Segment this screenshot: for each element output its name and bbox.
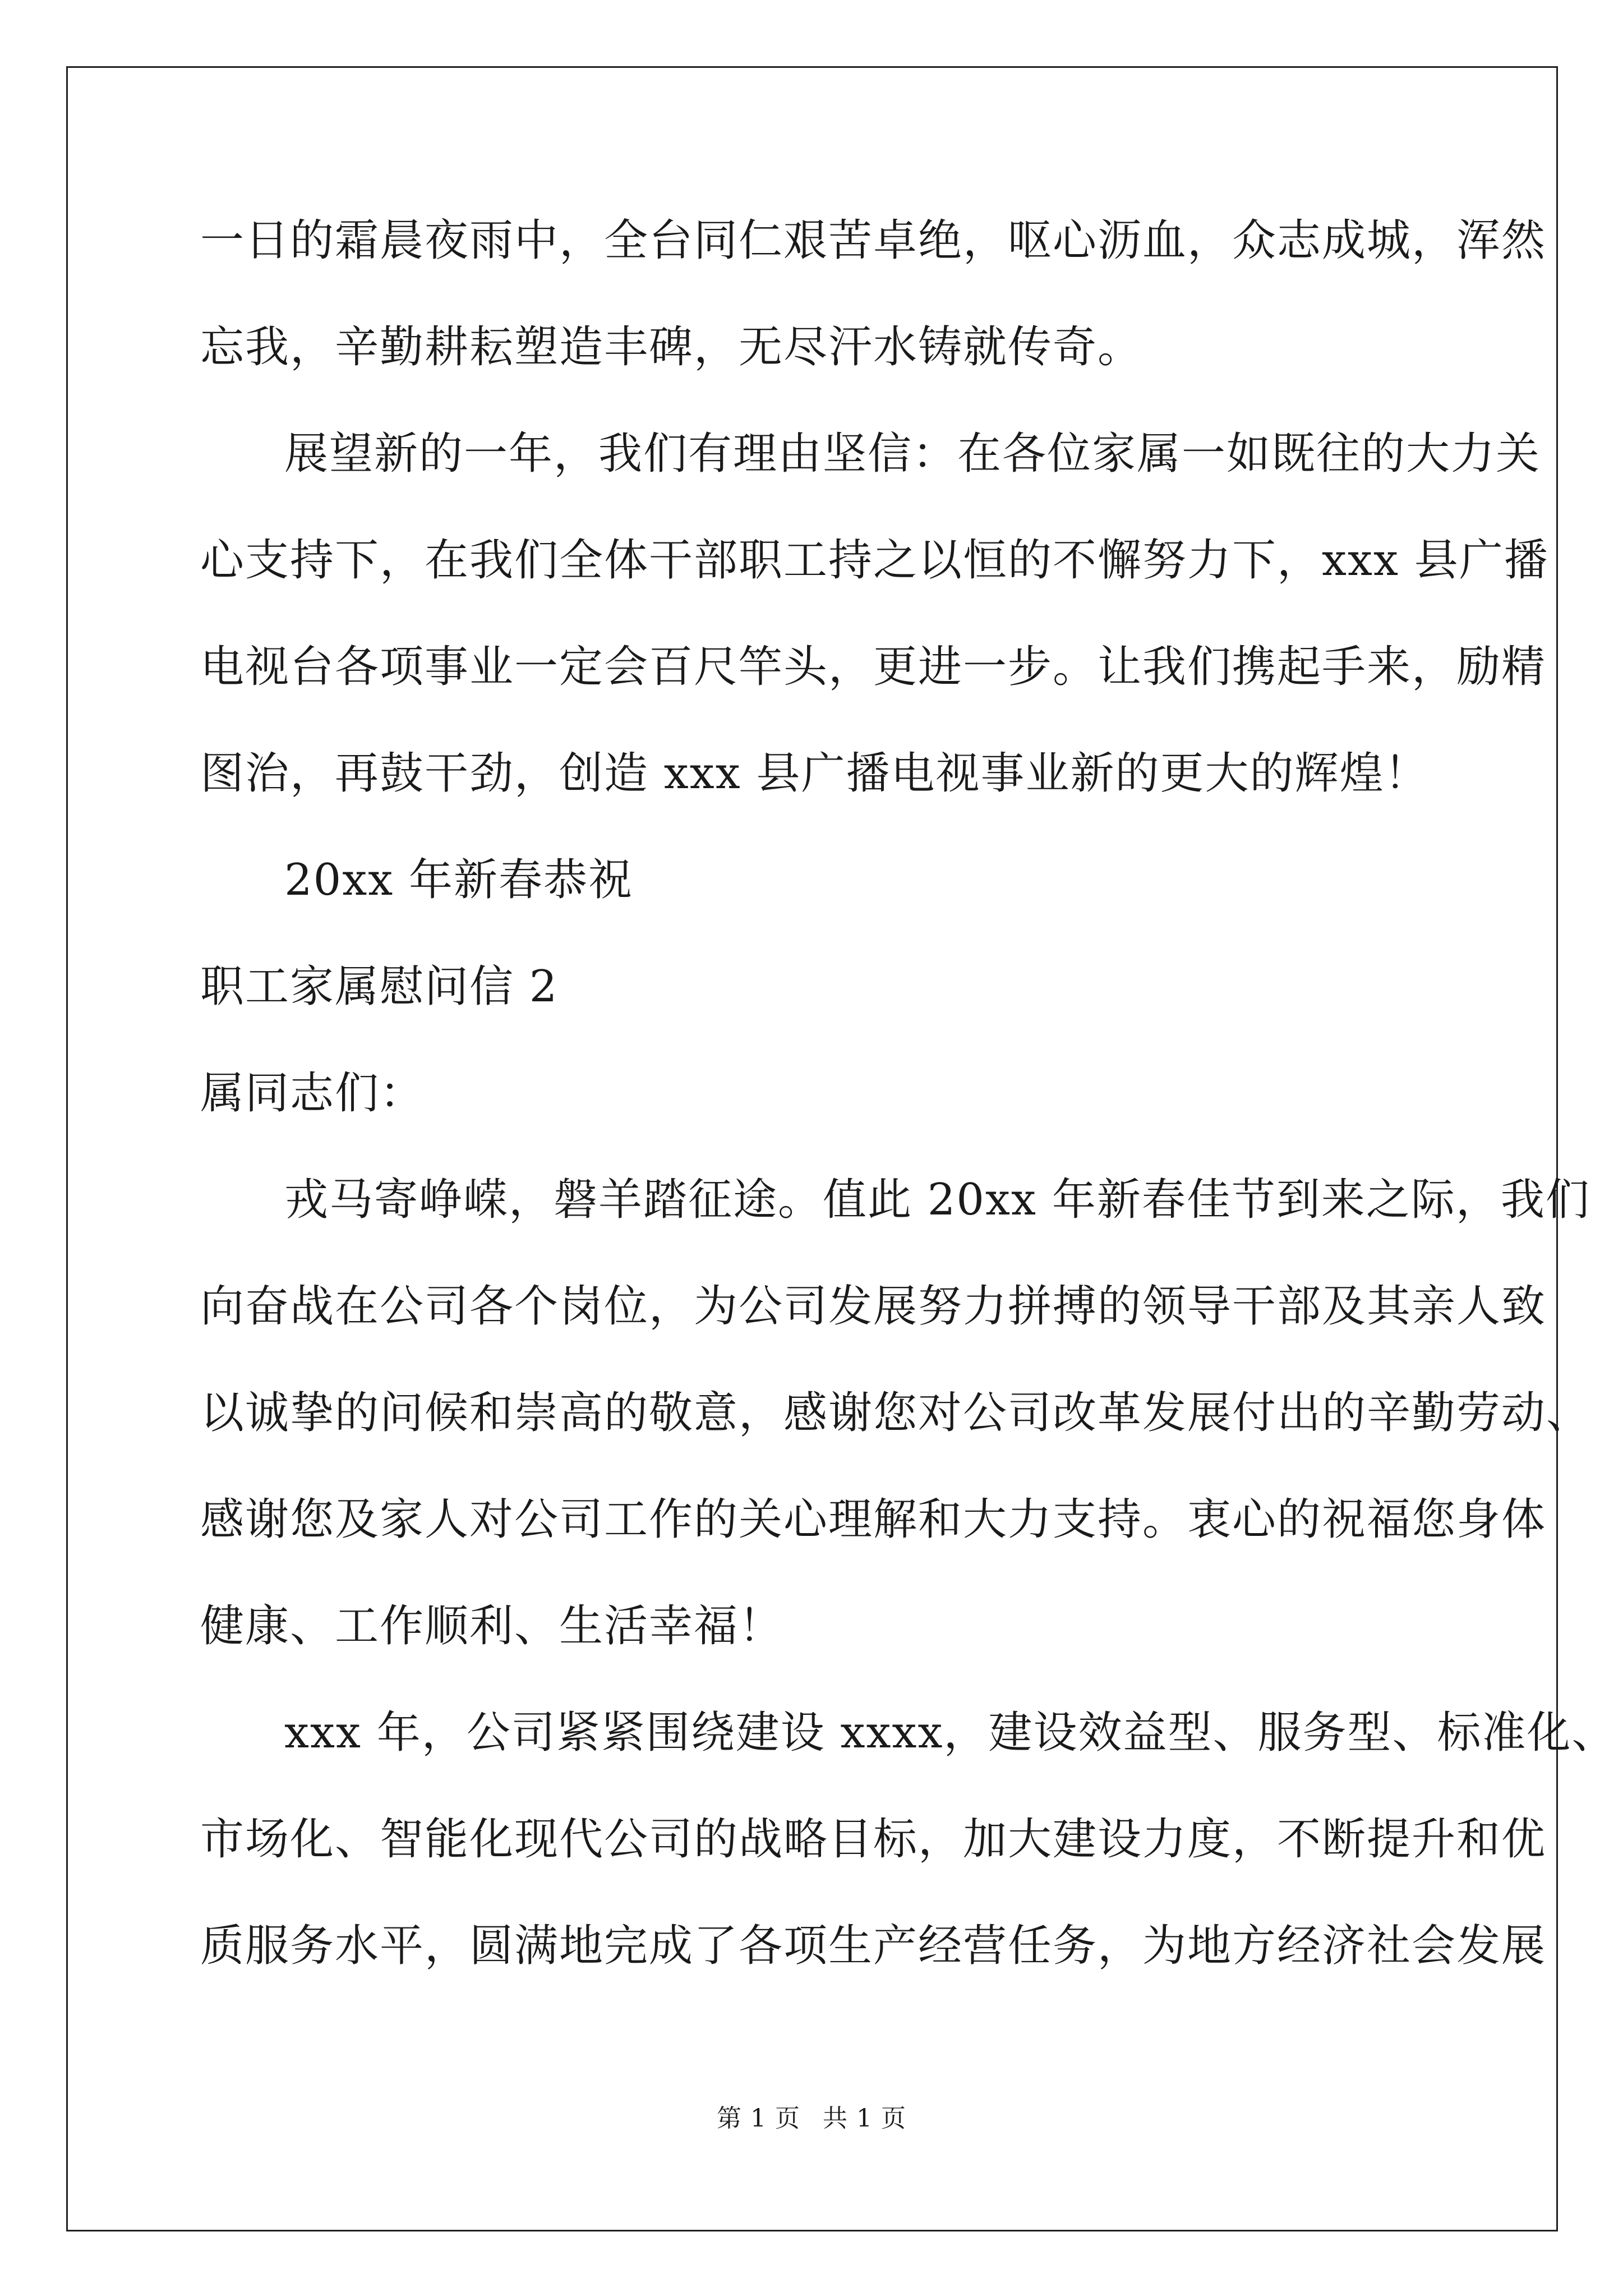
text-line: 20xx 年新春恭祝	[284, 855, 634, 905]
salutation: 属同志们：	[200, 1068, 425, 1119]
text-line: 展望新的一年，我们有理由坚信：在各位家属一如既往的大力关	[284, 429, 1541, 479]
text-line: 电视台各项事业一定会百尺竿头，更进一步。让我们携起手来，励精	[200, 642, 1547, 692]
text-line: 感谢您及家人对公司工作的关心理解和大力支持。衷心的祝福您身体	[200, 1494, 1547, 1545]
page-number: 第 1 页	[717, 2104, 800, 2133]
section-title: 职工家属慰问信 2	[200, 961, 559, 1012]
text-line: 向奋战在公司各个岗位，为公司发展努力拼搏的领导干部及其亲人致	[200, 1281, 1547, 1332]
text-line: 一日的霜晨夜雨中，全台同仁艰苦卓绝，呕心沥血，众志成城，浑然	[200, 215, 1547, 266]
text-line: 心支持下，在我们全体干部职工持之以恒的不懈努力下，xxx 县广播	[200, 535, 1549, 586]
text-line: 忘我，辛勤耕耘塑造丰碑，无尽汗水铸就传奇。	[200, 322, 1143, 372]
text-line: 图治，再鼓干劲，创造 xxx 县广播电视事业新的更大的辉煌！	[200, 748, 1430, 799]
text-line: 市场化、智能化现代公司的战略目标，加大建设力度，不断提升和优	[200, 1814, 1547, 1865]
text-line: 健康、工作顺利、生活幸福！	[200, 1601, 784, 1651]
page-footer	[0, 2098, 1623, 2134]
text-line: xxx 年，公司紧紧围绕建设 xxxx，建设效益型、服务型、标准化、	[284, 1708, 1617, 1758]
document-body	[200, 215, 1617, 2031]
text-line: 质服务水平，圆满地完成了各项生产经营任务，为地方经济社会发展	[200, 1921, 1547, 1971]
text-line: 以诚挚的问候和崇高的敬意，感谢您对公司改革发展付出的辛勤劳动、	[200, 1388, 1592, 1438]
page-total: 共 1 页	[823, 2104, 906, 2133]
text-line: 戎马寄峥嵘，磐羊踏征途。值此 20xx 年新春佳节到来之际，我们	[284, 1175, 1590, 1225]
